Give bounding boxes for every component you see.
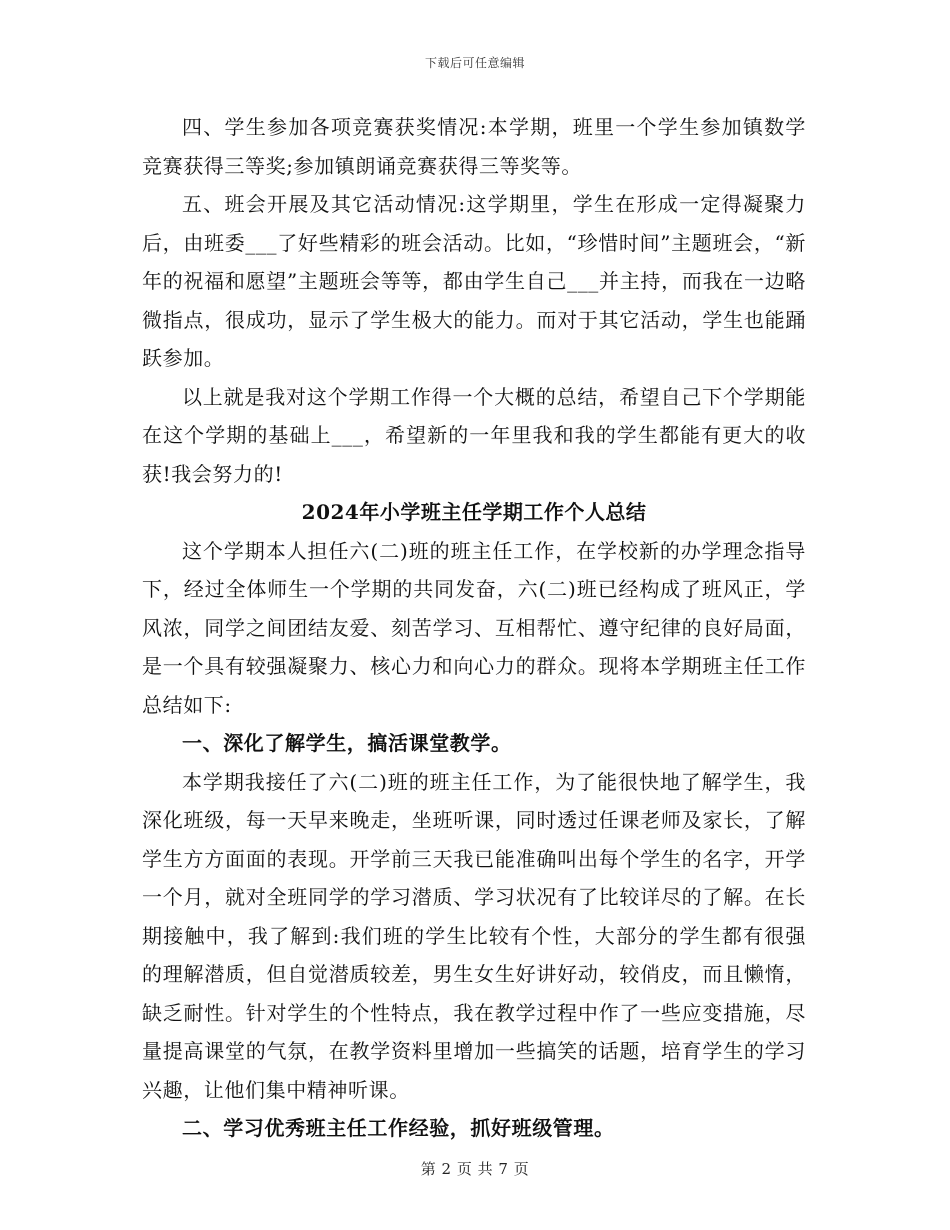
paragraph-conclusion: 以上就是我对这个学期工作得一个大概的总结，希望自己下个学期能在这个学期的基础上___，希望新的一年里我和我的学生都能有更大的收获!我会努力的! xyxy=(142,384,806,486)
paragraph-intro: 这个学期本人担任六(二)班的班主任工作，在学校新的办学理念指导下，经过全体师生一个学期的共同发奋，六(二)班已经构成了班风正，学风浓，同学之间团结友爱、刻苦学习、互相帮忙、遵守纪律的良好局面，是一个具有较强凝聚力、核心力和向心力的群众。现将本学期班主任工作总结如下: xyxy=(142,538,806,717)
section-title: 2024年小学班主任学期工作个人总结 xyxy=(301,500,647,524)
heading-understand-students: 一、深化了解学生，搞活课堂教学。 xyxy=(182,731,512,755)
page-footer: 第 2 页 共 7 页 xyxy=(420,1160,530,1178)
page-header: 下载后可任意编辑 xyxy=(424,56,525,70)
heading-class-management: 二、学习优秀班主任工作经验，抓好班级管理。 xyxy=(182,1116,615,1140)
paragraph-understand-students: 本学期我接任了六(二)班的班主任工作，为了能很快地了解学生，我深化班级，每一天早来晚走，坐班听课，同时透过任课老师及家长，了解学生方方面面的表现。开学前三天我已能准确叫出每个学生的名字，开学一个月，就对全班同学的学习潜质、学习状况有了比较详尽的了解。在长期接触中，我了解到:我们班的学生比较有个性，大部分的学生都有很强的理解潜质，但自觉潜质较差，男生女生好讲好动，较俏皮，而且懒惰，缺乏耐性。针对学生的个性特点，我在教学过程中作了一些应变措施，尽量提高课堂的气氛，在教学资料里增加一些搞笑的话题，培育学生的学习兴趣，让他们集中精神听课。 xyxy=(142,769,806,1102)
document-body xyxy=(142,108,806,1148)
paragraph-competition-awards: 四、学生参加各项竞赛获奖情况:本学期，班里一个学生参加镇数学竞赛获得三等奖;参加镇朗诵竞赛获得三等奖等。 xyxy=(142,115,806,178)
paragraph-class-meetings: 五、班会开展及其它活动情况:这学期里，学生在形成一定得凝聚力后，由班委___了好些精彩的班会活动。比如，“珍惜时间”主题班会，“新年的祝福和愿望”主题班会等等，都由学生自己___并主持，而我在一边略微指点，很成功，显示了学生极大的能力。而对于其它活动，学生也能踊跃参加。 xyxy=(142,192,806,370)
